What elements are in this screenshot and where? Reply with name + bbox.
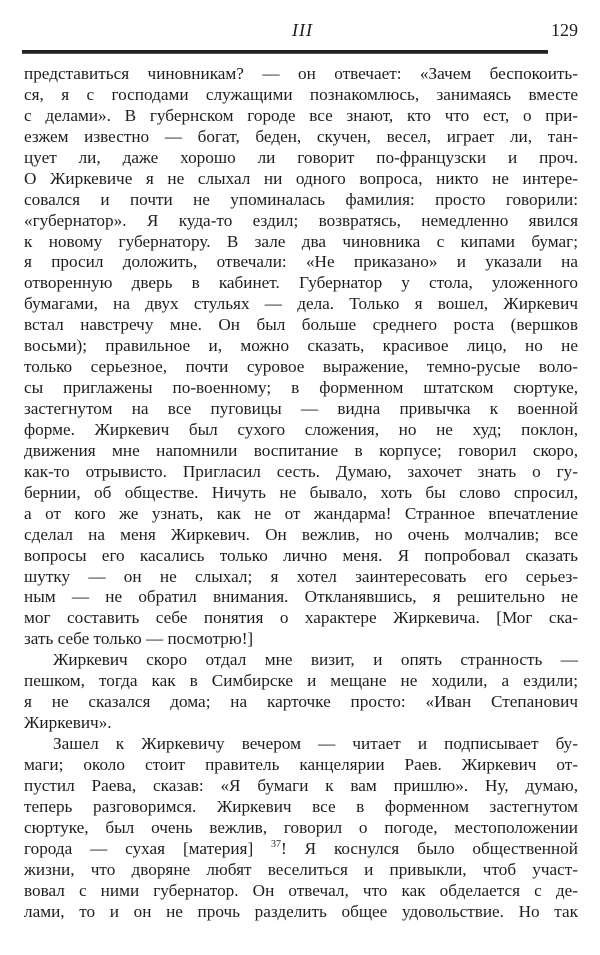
text-line: с делами». В губернском городе все знают, кто что ест, о при- <box>24 105 578 125</box>
paragraph <box>24 64 578 650</box>
text-line: мог составить себе понятия о характере Жиркевича. [Мог ска- <box>24 608 578 628</box>
page-number: 129 <box>551 20 578 40</box>
text-line: лами, то и он не прочь разделить общее удовольствие. Но так <box>24 901 578 921</box>
line-text: города — сухая [материя] <box>24 838 272 858</box>
paragraph <box>24 734 578 922</box>
text-line: цует ли, даже хорошо ли говорит по-французски и проч. <box>24 147 578 167</box>
text-line: только серьезное, почти суровое выражение, темно-русые воло- <box>24 357 578 377</box>
body-text <box>24 64 578 922</box>
text-line: встал навстречу мне. Он был больше среднего роста (вершков <box>24 315 578 335</box>
text-line: маги; около стоит правитель канцелярии Раев. Жиркевич от- <box>24 754 578 774</box>
text-line: как-то отрывисто. Пригласил сесть. Думаю, захочет знать о гу- <box>24 461 578 481</box>
text-line: жизни, что дворяне любят веселиться и привыкли, чтоб участ- <box>24 859 578 879</box>
text-line: представиться чиновникам? — он отвечает: «Зачем беспокоить- <box>24 64 578 83</box>
text-line: я просил доложить, отвечали: «Не приказано» и указали на <box>24 252 578 272</box>
text-line: пустил Раева, сказав: «Я бумаги к вам пришлю». Ну, думаю, <box>24 775 578 795</box>
text-line: Жиркевич». <box>24 713 112 733</box>
text-line: «губернатор». Я куда-то ездил; возвратясь, немедленно явился <box>24 210 578 230</box>
text-line: теперь разговоримся. Жиркевич все в форменном застегнутом <box>24 796 578 816</box>
text-line: ным — не обратил внимания. Откланявшись, я решительно не <box>24 587 578 607</box>
text-line: вовал с ними губернатор. Он отвечал, что как обделается с де- <box>24 880 578 900</box>
text-line: движения мне напомнили воспитание в корпусе; говорил скоро, <box>24 440 578 460</box>
text-line: О Жиркевиче я не слыхал ни одного вопроса, никто не интере- <box>24 168 578 188</box>
footnote-ref[interactable]: 37 <box>271 838 282 850</box>
running-head <box>22 18 578 48</box>
text-line <box>24 839 578 860</box>
text-line: к новому губернатору. В зале два чиновника с кипами бумаг; <box>24 231 578 251</box>
text-line: ся, я с господами служащими познакомлюсь, занимаясь вместе <box>24 84 578 104</box>
text-line: сделал на меня Жиркевич. Он вежлив, но очень молчалив; все <box>24 524 578 544</box>
text-line: восьми); правильное и, можно сказать, красивое лицо, но не <box>24 336 578 356</box>
text-line: я не сказался дома; на карточке просто: «Иван Степанович <box>24 692 578 712</box>
text-line: езжем известно — богат, беден, скучен, весел, играет ли, тан- <box>24 126 578 146</box>
text-line: Зашел к Жиркевичу вечером — читает и подписывает бу- <box>53 734 578 753</box>
text-line: сы приглажены по-военному; в форменном штатском сюртуке, <box>24 378 578 398</box>
text-line: отворенную дверь в кабинет. Губернатор у стола, уложенного <box>24 273 578 293</box>
text-line: застегнутом на все пуговицы — видна привычка к военной <box>24 399 578 418</box>
header-rule <box>22 50 548 54</box>
text-line: шутку — он не слыхал; я хотел заинтересовать его серьез- <box>24 566 578 586</box>
section-mark: III <box>292 20 313 40</box>
text-line: форме. Жиркевич был сухого сложения, но не худ; поклон, <box>24 419 578 439</box>
text-line: пешком, тогда как в Симбирске и мещане не ходили, а ездили; <box>24 671 578 691</box>
text-line: Жиркевич скоро отдал мне визит, и опять странность — <box>53 650 578 670</box>
line-text: ! Я коснулся было общественной <box>281 838 578 858</box>
text-line: а от кого же узнать, как не от жандарма! Странное впечатление <box>24 503 578 523</box>
text-line: сюртуке, был очень вежлив, говорил о погоде, местоположении <box>24 817 578 837</box>
text-line: вопросы его касались только лично меня. Я попробовал сказать <box>24 545 578 565</box>
text-line: зать себе только — посмотрю!] <box>24 629 254 649</box>
text-line: бернии, об обществе. Ничуть не бывало, хоть бы слово спросил, <box>24 482 578 502</box>
text-line: бумагами, на двух стульях — дела. Только я вошел, Жиркевич <box>24 294 578 314</box>
text-line: совался и почти не упоминалась фамилия: просто говорили: <box>24 189 578 209</box>
paragraph <box>24 650 578 734</box>
